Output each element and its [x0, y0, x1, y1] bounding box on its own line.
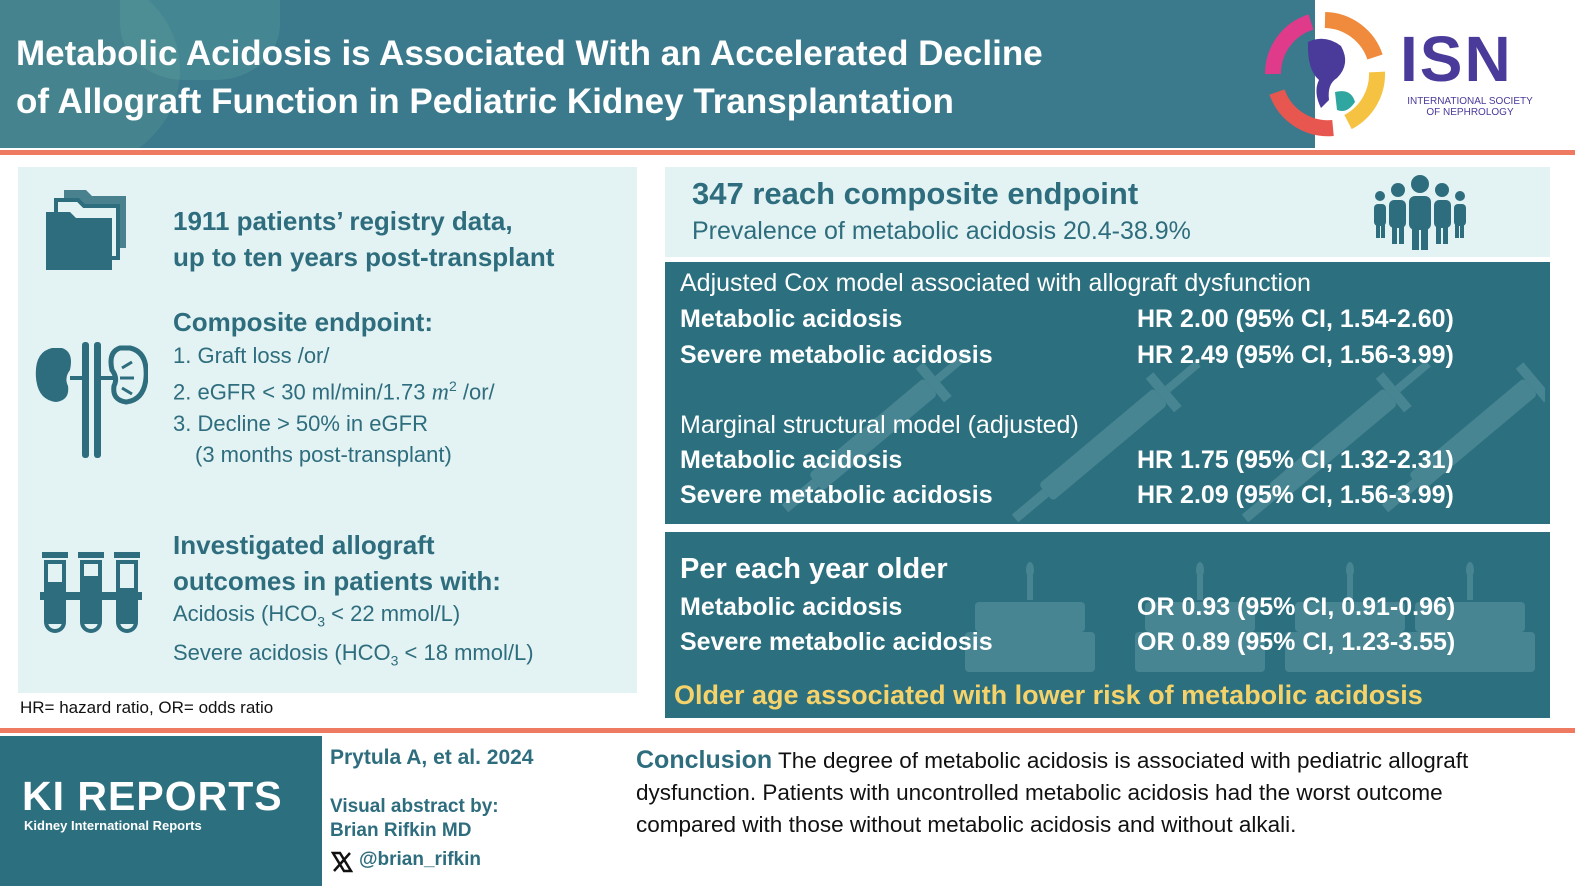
hco3-subscript: 3: [317, 613, 326, 630]
citation: Prytula A, et al. 2024: [330, 746, 534, 769]
endpoint-headline: 347 reach composite endpoint: [692, 176, 1139, 211]
x-logo-icon: [331, 851, 353, 873]
isn-abbreviation: ISN: [1400, 23, 1513, 95]
abbreviation-footnote: HR= hazard ratio, OR= odds ratio: [20, 698, 274, 717]
acidosis-threshold: < 22 mmol/L): [325, 601, 461, 626]
msm-row-value: HR 2.09 (95% CI, 1.56-3.99): [1137, 481, 1454, 509]
registry-line-2: up to ten years post-transplant: [173, 242, 555, 272]
acidosis-text: Acidosis (HCO: [173, 601, 318, 626]
folders-icon: [44, 186, 130, 272]
msm-row-label: Metabolic acidosis: [680, 446, 903, 474]
isn-name-line-1: INTERNATIONAL SOCIETY: [1407, 96, 1533, 107]
page-title: [16, 30, 1216, 126]
investigated-outcomes-title: [173, 527, 501, 599]
unit-exponent: 2: [448, 378, 457, 394]
age-conclusion-note: Older age associated with lower risk of metabolic acidosis: [674, 680, 1423, 710]
isn-full-name: [1400, 96, 1540, 118]
journal-subtitle: Kidney International Reports: [24, 818, 202, 833]
divider-top: [0, 150, 1575, 155]
investigated-line-2: outcomes in patients with:: [173, 566, 501, 596]
age-row-value: OR 0.93 (95% CI, 0.91-0.96): [1137, 593, 1456, 621]
divider-bottom: [0, 728, 1575, 733]
severe-acidosis-definition: [173, 637, 534, 676]
composite-endpoint-list: [173, 340, 495, 470]
age-row-label: Severe metabolic acidosis: [680, 628, 993, 656]
composite-item-2-text: 2. eGFR < 30 ml/min/1.73: [173, 379, 432, 405]
title-line-2: of Allograft Function in Pediatric Kidney Transplantation: [16, 82, 954, 121]
age-heading: Per each year older: [680, 553, 948, 585]
composite-item-1: 1. Graft loss /or/: [173, 343, 330, 368]
composite-item-2: [173, 371, 495, 408]
conclusion-label: Conclusion: [636, 746, 773, 774]
isn-name-line-2: OF NEPHROLOGY: [1426, 107, 1514, 118]
people-group-icon: [1372, 174, 1468, 252]
cox-row-label: Metabolic acidosis: [680, 305, 903, 333]
isn-logo-icon: [1263, 12, 1388, 137]
composite-item-3: 3. Decline > 50% in eGFR: [173, 411, 428, 437]
cox-row-value: HR 2.00 (95% CI, 1.54-2.60): [1137, 305, 1454, 333]
acidosis-definition: [173, 598, 534, 637]
registry-line-1: 1911 patients’ registry data,: [173, 206, 513, 236]
severe-acidosis-threshold: < 18 mmol/L): [398, 640, 534, 666]
composite-endpoint-title: Composite endpoint:: [173, 307, 433, 337]
test-tubes-icon: [40, 552, 142, 634]
hco3-subscript: 3: [390, 652, 399, 669]
severe-acidosis-text: Severe acidosis (HCO: [173, 640, 391, 666]
investigated-line-1: Investigated allograft: [173, 530, 435, 560]
registry-summary: [173, 203, 554, 275]
visual-abstract-credit: Visual abstract by:: [330, 796, 499, 817]
prevalence-text: Prevalence of metabolic acidosis 20.4-38.9%: [692, 217, 1191, 245]
cox-row-value: HR 2.49 (95% CI, 1.56-3.99): [1137, 341, 1454, 369]
unit-m: m: [431, 379, 449, 406]
title-line-1: Metabolic Acidosis is Associated With an Accelerated Decline: [16, 34, 1043, 73]
composite-item-2-suffix: /or/: [456, 379, 495, 405]
author-name: Brian Rifkin MD: [330, 820, 472, 841]
age-row-value: OR 0.89 (95% CI, 1.23-3.55): [1137, 628, 1456, 656]
journal-title: KI REPORTS: [22, 773, 283, 819]
msm-row-value: HR 1.75 (95% CI, 1.32-2.31): [1137, 446, 1454, 474]
composite-item-3-detail: (3 months post-transplant): [195, 442, 452, 468]
cox-model-heading: Adjusted Cox model associated with allograft dysfunction: [680, 269, 1311, 297]
cox-row-label: Severe metabolic acidosis: [680, 341, 993, 369]
kidney-icon: [34, 338, 148, 462]
age-row-label: Metabolic acidosis: [680, 593, 903, 621]
acidosis-definitions: [173, 598, 534, 677]
msm-row-label: Severe metabolic acidosis: [680, 481, 993, 509]
conclusion-text: [636, 744, 1516, 841]
author-handle[interactable]: @brian_rifkin: [359, 849, 481, 870]
conclusion-body: The degree of metabolic acidosis is associated with pediatric allograft dysfunction. Patients with uncontrolled metabolic acidosis had the worst outcome compared with those without metabolic acidosis and without alkali.: [636, 748, 1469, 837]
msm-heading: Marginal structural model (adjusted): [680, 411, 1079, 439]
